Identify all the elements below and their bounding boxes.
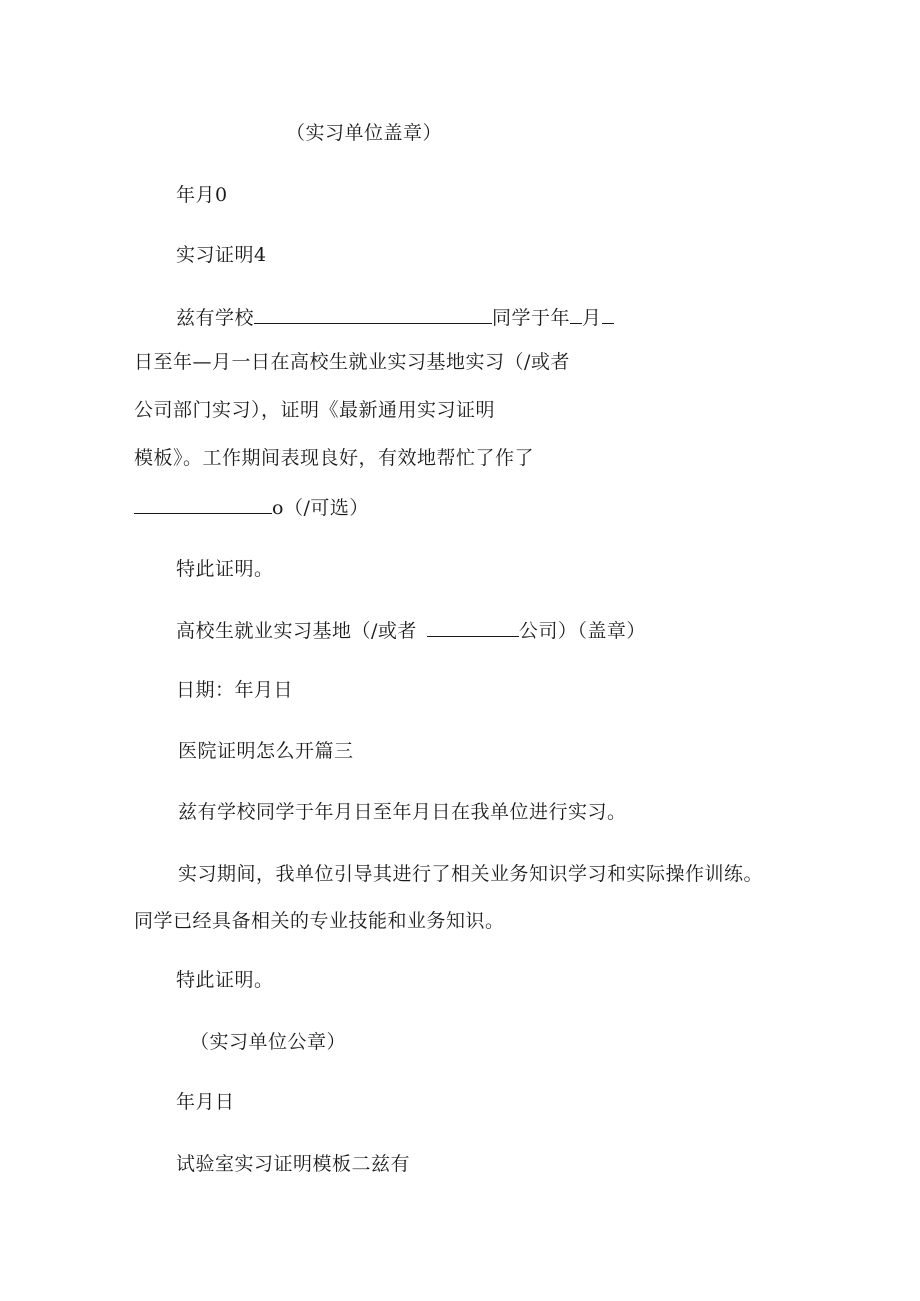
company-name-blank	[427, 618, 519, 637]
intro-middle: 同学于年	[492, 307, 571, 329]
intro-line-school	[176, 305, 614, 330]
date-line-1: 年月0	[176, 184, 228, 206]
body-line-6: 同学已经具备相关的专业技能和业务知识。	[134, 910, 505, 932]
section-title-certificate-4: 实习证明4	[176, 244, 267, 266]
seal-note-1: （实习单位盖章）	[286, 122, 443, 144]
section-title-hospital: 医院证明怎么开篇三	[178, 740, 354, 762]
school-name-blank	[254, 305, 492, 324]
optional-note: o（/可选）	[272, 497, 369, 519]
intro-prefix: 兹有学校	[176, 307, 255, 329]
hereby-certify-1: 特此证明。	[176, 558, 274, 580]
seal-note-2: （实习单位公章）	[190, 1031, 347, 1053]
body-line-1: 日至年—月一日在高校生就业实习基地实习（/或者	[134, 351, 570, 373]
optional-work-line	[134, 495, 369, 520]
date-line-2: 日期：年月日	[176, 679, 294, 701]
month-blank	[602, 305, 614, 324]
body-line-4: 兹有学校同学于年月日至年月日在我单位进行实习。	[178, 801, 627, 823]
year-blank	[570, 305, 582, 324]
signature-prefix: 高校生就业实习基地（/或者	[176, 620, 417, 642]
body-line-2: 公司部门实习），证明《最新通用实习证明	[134, 399, 496, 421]
body-line-3: 模板》。工作期间表现良好，有效地帮忙了作了	[134, 447, 535, 469]
date-line-3: 年月日	[176, 1091, 235, 1113]
signature-suffix: 公司）（盖章）	[518, 620, 646, 642]
body-line-5: 实习期间，我单位引导其进行了相关业务知识学习和实际操作训练。	[178, 863, 764, 885]
intro-month: 月	[582, 307, 602, 329]
signature-line-base	[176, 618, 646, 643]
hereby-certify-2: 特此证明。	[176, 969, 274, 991]
section-title-lab: 试验室实习证明模板二兹有	[176, 1153, 411, 1175]
work-content-blank	[134, 495, 272, 514]
